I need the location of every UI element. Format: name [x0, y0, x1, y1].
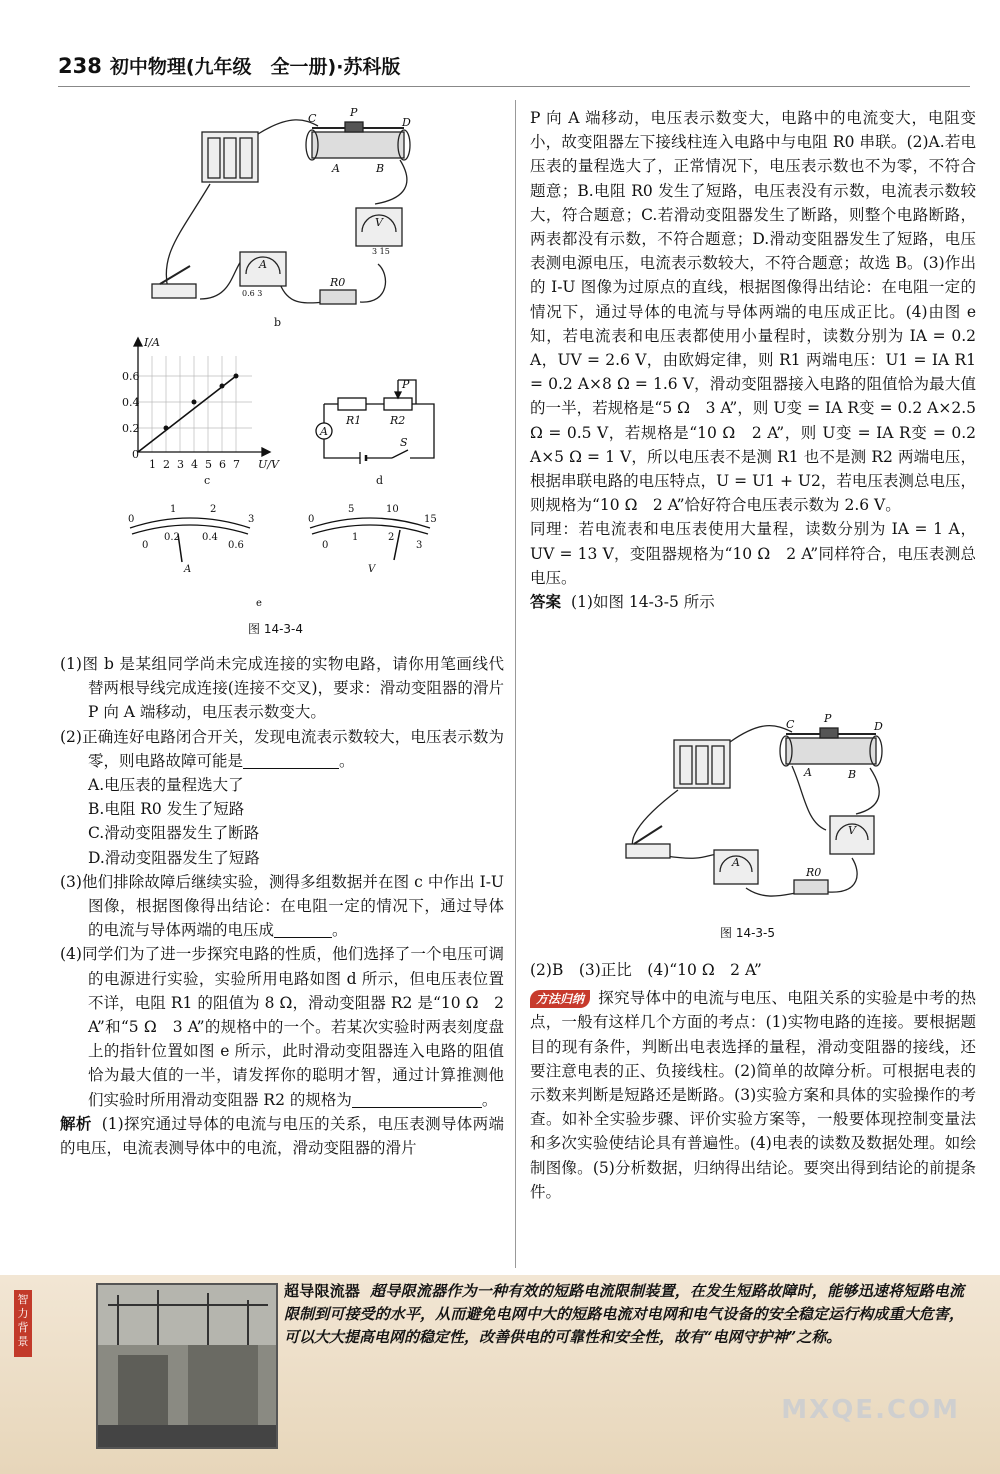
ammeter-symbol: A — [184, 564, 192, 575]
ammeter-lower-tick: 0.4 — [202, 532, 218, 543]
method-summary — [530, 986, 976, 1204]
figure-caption-14-3-5: 图 14-3-5 — [720, 926, 776, 940]
ammeter-lower-tick: 0 — [142, 540, 149, 551]
option-d: D.滑动变阻器发生了短路 — [88, 848, 260, 867]
fig2-label-b: B — [848, 768, 857, 781]
answer-1: (1)如图 14-3-5 所示 — [571, 593, 715, 612]
page-header — [58, 52, 400, 79]
book-title: 初中物理(九年级 全一册)·苏科版 — [109, 56, 401, 78]
method-badge: 方法归纳 — [530, 990, 590, 1008]
analysis-text: (1)探究通过导体的电流与电压的关系，电压表测导体两端的电压，电流表测导体中的电流，滑动变阻器的滑片 — [60, 1114, 504, 1158]
knowledge-tab: 智力背景 — [14, 1290, 32, 1357]
graph-x-tick: 5 — [205, 458, 212, 471]
graph-x-tick: 7 — [233, 458, 240, 471]
graph-x-tick: 6 — [219, 458, 226, 471]
voltmeter-lower-tick: 0 — [322, 540, 329, 551]
voltmeter-upper-tick: 5 — [348, 504, 355, 515]
question-2-end: 。 — [339, 751, 355, 770]
voltmeter-lower-tick: 3 — [416, 540, 423, 551]
graph-y-tick: 0.6 — [122, 370, 140, 383]
fig2-voltmeter: V — [848, 824, 856, 837]
voltmeter-upper-tick: 0 — [308, 514, 315, 525]
fig-b-label-a: A — [332, 162, 340, 175]
figure-d-schematic — [300, 366, 450, 490]
knowledge-title: 超导限流器 — [284, 1282, 361, 1300]
question-3 — [60, 870, 504, 943]
option-c: C.滑动变阻器发生了断路 — [88, 824, 260, 843]
voltmeter-lower-tick: 1 — [352, 532, 359, 543]
fig-d-p: P — [402, 378, 410, 391]
question-3-text: (3)他们排除故障后继续实验，测得多组数据并在图 c 中作出 I-U 图像，根据图像得出结论：在电阻一定的情况下，通过导体的电流与导体两端的电压成 — [60, 872, 504, 940]
left-column — [60, 652, 504, 1160]
method-text: 探究导体中的电流与电压、电阻关系的实验是中考的热点，一般有这样几个方面的考点：(1)实物电路的连接。要根据题目的现有条件，判断出电表选择的量程，滑动变阻器的接线，还要注意电表的正、负接线柱。(2)简单的故障分析。可根据电表的示数来判断是短路还是断路。(3)实验方案和具体的实验操作的考查。如补全实验步骤、评价实验方案等，一般要体现控制变量法和多次实验使结论具有普遍性。(4)电表的读数及数据处理。如绘制图像。(5)分析数据，归纳得出结论。要突出得到结论的前提条件。 — [530, 989, 976, 1201]
fig-b-label-d: D — [402, 116, 411, 129]
question-2-text: (2)正确连好电路闭合开关，发现电流表示数较大，电压表示数为零，则电路故障可能是 — [60, 727, 504, 770]
figure-b-circuit — [140, 104, 440, 334]
question-4-end: 。 — [481, 1090, 498, 1109]
fig-b-ammeter-scale: 0.6 3 — [242, 289, 263, 298]
figure-c-iu-graph — [122, 336, 292, 486]
fig2-label-c: C — [786, 718, 795, 731]
page-number: 238 — [58, 54, 102, 78]
fig-b-label-b: B — [376, 162, 385, 175]
fig-d-r2: R2 — [390, 414, 406, 427]
graph-x-label: U/V — [258, 458, 279, 471]
fig-b-caption: b — [274, 316, 282, 329]
fig-c-caption: c — [204, 474, 211, 486]
knowledge-text: 超导限流器作为一种有效的短路电流限制装置，在发生短路故障时，能够迅速将短路电流限制到可接受的水平，从而避免电网中大的短路电流对电网和电气设备的安全稳定运行构成重大危害，可以大大提高电网的稳定性，改善供电的可靠性和安全性，故有“电网守护神”之称。 — [284, 1282, 964, 1346]
fig-b-ammeter-a: A — [259, 258, 267, 271]
figure-caption-14-3-4: 图 14-3-4 — [248, 622, 304, 636]
figure-14-3-5-circuit — [616, 712, 906, 912]
fig2-label-p: P — [824, 712, 832, 725]
column-divider — [515, 100, 516, 1268]
substation-photo — [96, 1283, 278, 1449]
ammeter-upper-tick: 0 — [128, 514, 135, 525]
question-2 — [60, 725, 504, 773]
answer-blank[interactable] — [352, 1091, 482, 1108]
fig2-label-a: A — [804, 766, 812, 779]
analysis-label: 解析 — [60, 1114, 92, 1133]
ammeter-upper-tick: 2 — [210, 504, 217, 515]
fig2-label-r0: R0 — [806, 866, 822, 879]
knowledge-box — [284, 1280, 964, 1349]
graph-y-tick: 0.2 — [122, 422, 140, 435]
ammeter-upper-tick: 3 — [248, 514, 255, 525]
option-b: B.电阻 R0 发生了短路 — [88, 800, 245, 819]
graph-x-tick: 3 — [177, 458, 184, 471]
same-reason: 同理：若电流表和电压表使用大量程，读数分别为 IA = 1 A，UV = 13 V，变阻器规格为“10 Ω 2 A”同样符合，电压表测总电压。 — [530, 520, 976, 587]
watermark-logo: MXQE.COM — [781, 1395, 960, 1425]
right-column-lower — [530, 958, 976, 1204]
answer-rest: (2)B (3)正比 (4)“10 Ω 2 A” — [530, 961, 762, 979]
figure-e-meter-dials — [120, 498, 450, 610]
voltmeter-upper-tick: 10 — [386, 504, 399, 515]
ammeter-lower-tick: 0.2 — [164, 532, 180, 543]
fig-d-switch: S — [400, 436, 408, 449]
question-3-end: 。 — [332, 921, 348, 940]
ammeter-upper-tick: 1 — [170, 504, 177, 515]
graph-x-tick: 4 — [191, 458, 198, 471]
answer-label: 答案 — [530, 593, 562, 612]
fig2-label-d: D — [874, 720, 883, 733]
graph-x-tick: 0 — [132, 448, 139, 461]
question-4-text: (4)同学们为了进一步探究电路的性质，他们选择了一个电压可调的电源进行实验，实验所用电路如图 d 所示，但电压表位置不详，电阻 R1 的阻值为 8 Ω，滑动变阻器 R2 是“10 Ω 2 A”和“5 Ω 3 A”的规格中的一个。若某次实验时两表刻度盘上的指针位置如图 e 所示，此时滑动变阻器连入电路的阻值恰为最大值的一半，请发挥你的聪明才智，通过计算推测他们实验时所用滑动变阻器 R2 的规格为 — [60, 945, 504, 1109]
graph-y-label: I/A — [144, 336, 160, 349]
option-a: A.电压表的量程选大了 — [88, 776, 244, 795]
analysis — [60, 1112, 504, 1160]
header-divider — [58, 86, 970, 87]
question-4 — [60, 942, 504, 1111]
graph-y-tick: 0.4 — [122, 396, 140, 409]
fig-d-ammeter: A — [320, 425, 328, 438]
graph-x-tick: 2 — [163, 458, 170, 471]
question-1: (1)图 b 是某组同学尚未完成连接的实物电路，请你用笔画线代替两根导线完成连接(连接不交叉)，要求：滑动变阻器的滑片 P 向 A 端移动，电压表示数变大。 — [60, 655, 504, 722]
ammeter-lower-tick: 0.6 — [228, 540, 244, 551]
graph-x-tick: 1 — [149, 458, 156, 471]
voltmeter-lower-tick: 2 — [388, 532, 395, 543]
answer-blank[interactable] — [274, 922, 332, 939]
answer-line-1 — [530, 590, 976, 614]
voltmeter-symbol: V — [368, 564, 376, 575]
fig-b-voltmeter-scale: 3 15 — [372, 247, 390, 256]
fig-d-caption: d — [376, 474, 384, 487]
answer-blank[interactable] — [243, 752, 339, 769]
fig-b-label-c: C — [308, 112, 317, 125]
fig-e-caption: e — [256, 598, 262, 609]
analysis-continued: P 向 A 端移动，电压表示数变大，电路中的电流变大，电阻变小，故变阻器左下接线柱连入电路中与电阻 R0 串联。(2)A.若电压表的量程选大了，正常情况下，电压表示数也不为零，不符合题意；B.电阻 R0 发生了短路，电压表没有示数，电流表示数较大，符合题意；C.若滑动变阻器发生了断路，则整个电路断路，两表都没有示数，不符合题意；D.滑动变阻器发生了短路，电压表测电源电压，电流表示数较大，不符合题意；故选 B。(3)作出的 I-U 图像为过原点的直线，根据图像得出结论：在电阻一定的情况下，通过导体的电流与导体两端的电压成正比。(4)由图 e 知，若电流表和电压表都使用小量程时，读数分别为 IA = 0.2 A，UV = 2.6 V，由欧姆定律，则 R1 两端电压：U1 = IA R1 = 0.2 A×8 Ω = 1.6 V，滑动变阻器接入电路的阻值恰为最大值的一半，若规格是“5 Ω 3 A”，则 U变 = IA R变 = 0.2 A×2.5 Ω = 0.5 V，若规格是“10 Ω 2 A”，则 U变 = IA R变 = 0.2 A×5 Ω = 1 V，所以电压表不是测 R1 也不是测 R2 两端电压，根据串联电路的电压特点，U = U1 + U2，若电压表测总电压，则规格为“10 Ω 2 A”恰好符合电压表示数为 2.6 V。 — [530, 109, 976, 515]
fig-b-label-r0: R0 — [330, 276, 346, 289]
right-column — [530, 106, 976, 614]
fig-d-r1: R1 — [346, 414, 362, 427]
voltmeter-upper-tick: 15 — [424, 514, 437, 525]
fig2-ammeter: A — [732, 856, 740, 869]
fig-b-label-p: P — [350, 106, 358, 119]
fig-b-voltmeter-v: V — [375, 216, 383, 229]
